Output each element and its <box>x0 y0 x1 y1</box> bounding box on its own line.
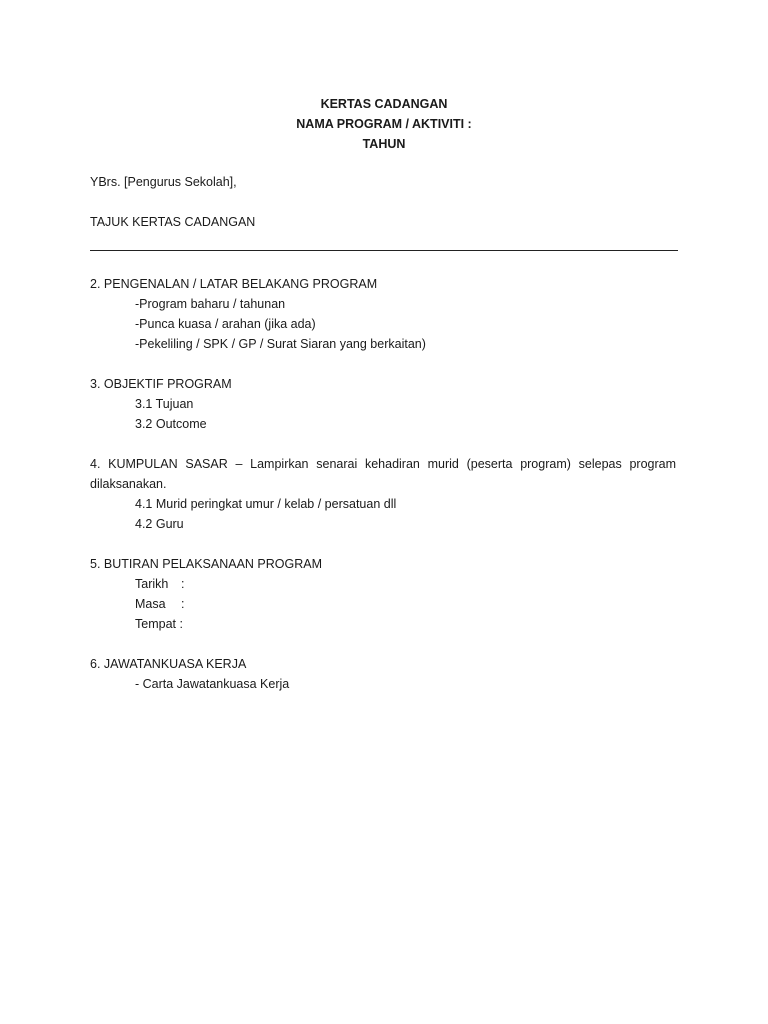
title-line-3: TAHUN <box>362 137 406 151</box>
title-line-2: NAMA PROGRAM / AKTIVITI : <box>296 117 472 131</box>
field-label-time: Masa <box>135 597 166 611</box>
field-separator: : <box>181 597 185 611</box>
field-label-date: Tarikh <box>135 577 169 591</box>
section-6-item: - Carta Jawatankuasa Kerja <box>135 677 290 691</box>
section-4-item: 4.1 Murid peringkat umur / kelab / persatuan dll <box>135 497 397 511</box>
field-row-place <box>135 614 183 634</box>
section-2-item: -Pekeliling / SPK / GP / Surat Siaran yang berkaitan) <box>135 337 426 351</box>
section-3-item: 3.2 Outcome <box>135 417 207 431</box>
section-6-heading: 6. JAWATANKUASA KERJA <box>90 657 247 671</box>
salutation: YBrs. [Pengurus Sekolah], <box>90 175 237 189</box>
section-3-item: 3.1 Tujuan <box>135 397 194 411</box>
section-2-heading: 2. PENGENALAN / LATAR BELAKANG PROGRAM <box>90 277 378 291</box>
field-separator: : <box>181 577 185 591</box>
proposal-heading: TAJUK KERTAS CADANGAN <box>90 215 256 229</box>
section-5-heading: 5. BUTIRAN PELAKSANAAN PROGRAM <box>90 557 323 571</box>
field-label-place: Tempat <box>135 617 176 631</box>
field-row-date <box>135 574 184 594</box>
title-line-1: KERTAS CADANGAN <box>320 97 448 111</box>
section-4-paragraph: 4. KUMPULAN SASAR – Lampirkan senarai kehadiran murid (peserta program) selepas program dilaksanakan. <box>90 457 676 491</box>
field-row-time <box>135 594 184 614</box>
section-2-item: -Punca kuasa / arahan (jika ada) <box>135 317 316 331</box>
divider-line <box>90 250 678 251</box>
field-separator: : <box>179 617 183 631</box>
section-4-item: 4.2 Guru <box>135 517 184 531</box>
section-2-item: -Program baharu / tahunan <box>135 297 286 311</box>
document-title <box>0 94 768 154</box>
section-3-heading: 3. OBJEKTIF PROGRAM <box>90 377 232 391</box>
